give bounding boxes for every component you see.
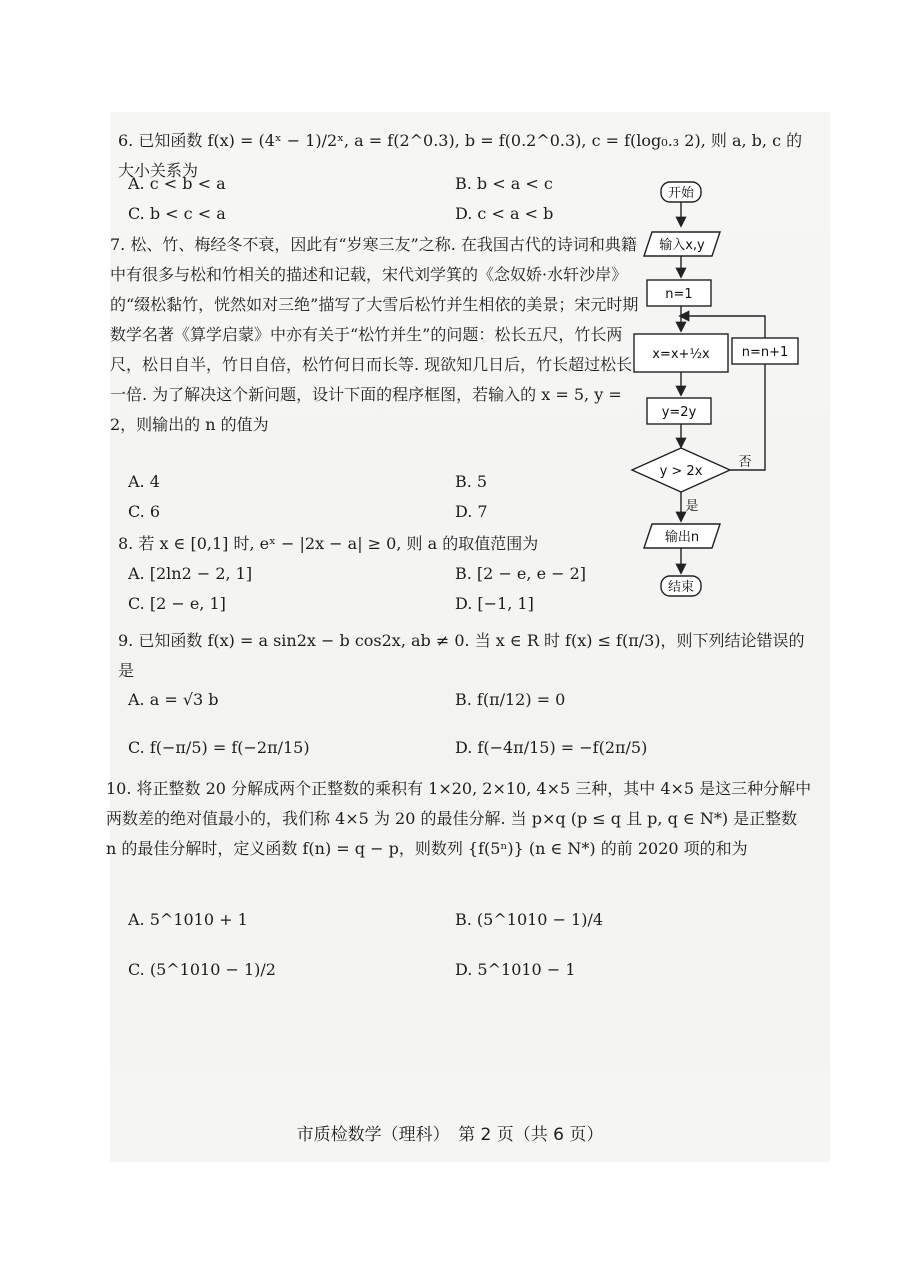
question-6-stem: 6. 已知函数 f(x) = (4ˣ − 1)/2ˣ, a = f(2^0.3), b = f(0.2^0.3), c = f(log₀.₃ 2), 则 a, b, c 的大小关系为 <box>118 131 803 180</box>
flow-step-x-label: x=x+½x <box>652 347 710 362</box>
page-footer: 市质检数学（理科） 第 2 页（共 6 页） <box>296 1125 604 1145</box>
flow-output-label: 输出n <box>664 530 700 545</box>
flow-step-y-label: y=2y <box>661 405 697 420</box>
q8-option-c: C. [2 − e, 1] <box>128 594 226 613</box>
q10-option-d: D. 5^1010 − 1 <box>455 960 576 979</box>
q9-option-c: C. f(−π/5) = f(−2π/15) <box>128 738 310 757</box>
flow-start-label: 开始 <box>667 186 695 201</box>
q9-option-b: B. f(π/12) = 0 <box>455 690 566 709</box>
q9-option-a: A. a = √3 b <box>128 690 219 709</box>
question-10-stem: 10. 将正整数 20 分解成两个正整数的乘积有 1×20, 2×10, 4×5 三种，其中 4×5 是这三种分解中两数差的绝对值最小的，我们称 4×5 为 20 的最佳分解. 当 p×q (p ≤ q 且 p, q ∈ N*) 是正整数 n 的最佳分解时，定义函数 f(n) = q − p，则数列 {f(5ⁿ)} (n ∈ N*) 的前 2020 项的和为 <box>106 779 812 858</box>
q6-option-a: A. c < b < a <box>128 174 226 193</box>
question-9-stem: 9. 已知函数 f(x) = a sin2x − b cos2x, ab ≠ 0. 当 x ∈ R 时 f(x) ≤ f(π/3)，则下列结论错误的是 <box>118 631 805 680</box>
q7-option-c: C. 6 <box>128 502 161 521</box>
flow-condition-label: y > 2x <box>659 464 703 479</box>
question-8-stem: 8. 若 x ∈ [0,1] 时, eˣ − |2x − a| ≥ 0, 则 a 的取值范围为 <box>118 534 539 553</box>
flow-init-label: n=1 <box>665 287 693 302</box>
flow-no-label: 否 <box>738 455 752 470</box>
q6-option-c: C. b < c < a <box>128 204 226 223</box>
q7-option-b: B. 5 <box>455 472 488 491</box>
flow-end-label: 结束 <box>667 580 695 595</box>
q6-option-b: B. b < a < c <box>455 174 553 193</box>
q8-option-b: B. [2 − e, e − 2] <box>455 564 587 583</box>
q10-option-b: B. (5^1010 − 1)/4 <box>455 910 604 929</box>
flow-yes-label: 是 <box>685 499 699 514</box>
q8-option-a: A. [2ln2 − 2, 1] <box>128 564 253 583</box>
flow-increment-label: n=n+1 <box>741 345 789 360</box>
program-flowchart <box>620 170 820 610</box>
q8-option-d: D. [−1, 1] <box>455 594 534 613</box>
q9-option-d: D. f(−4π/15) = −f(2π/5) <box>455 738 648 757</box>
q6-option-d: D. c < a < b <box>455 204 554 223</box>
q10-option-a: A. 5^1010 + 1 <box>128 910 248 929</box>
q10-option-c: C. (5^1010 − 1)/2 <box>128 960 276 979</box>
q7-option-d: D. 7 <box>455 502 488 521</box>
q7-option-a: A. 4 <box>128 472 160 491</box>
flow-input-label: 输入x,y <box>659 238 705 253</box>
question-7-stem: 7. 松、竹、梅经冬不衰，因此有“岁寒三友”之称. 在我国古代的诗词和典籍中有很多与松和竹相关的描述和记载，宋代刘学箕的《念奴娇·水轩沙岸》的“缀松黏竹，恍然如对三绝”描写了大雪后松竹并生相依的美景；宋元时期数学名著《算学启蒙》中亦有关于“松竹并生”的问题：松长五尺，竹长两尺，松日自半，竹日自倍，松竹何日而长等. 现欲知几日后，竹长超过松长一倍. 为了解决这个新问题，设计下面的程序框图，若输入的 x = 5, y = 2，则输出的 n 的值为 <box>110 235 639 434</box>
